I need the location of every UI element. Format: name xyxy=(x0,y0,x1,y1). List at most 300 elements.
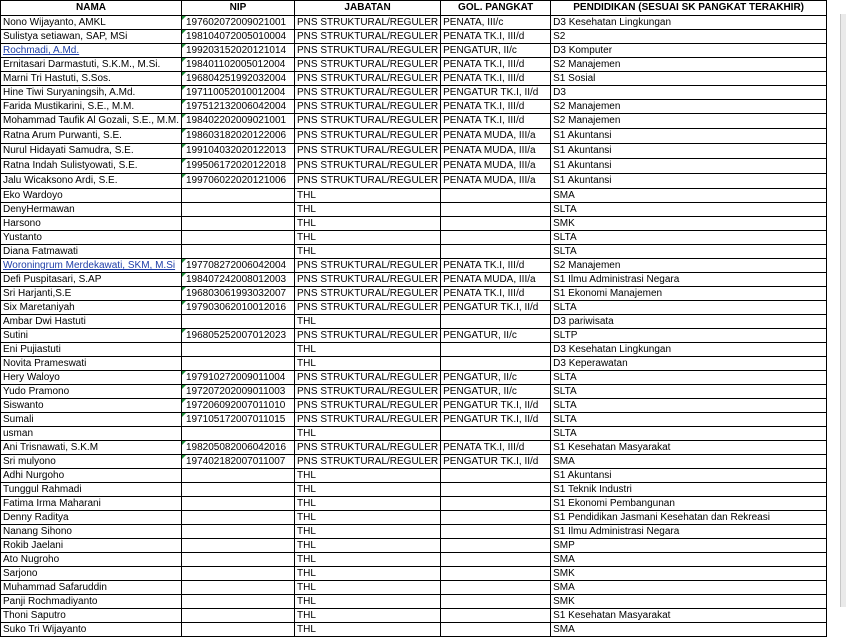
cell-gol[interactable]: PENGATUR TK.I, II/d xyxy=(441,86,551,100)
cell-gol[interactable]: PENGATUR, II/c xyxy=(441,385,551,399)
cell-nama[interactable]: DenyHermawan xyxy=(1,203,182,217)
cell-nama[interactable]: Siswanto xyxy=(1,399,182,413)
cell-jabatan[interactable]: THL xyxy=(295,203,441,217)
cell-jabatan[interactable]: PNS STRUKTURAL/REGULER xyxy=(295,86,441,100)
cell-nip[interactable] xyxy=(182,357,295,371)
cell-pendidikan[interactable]: S2 Manajemen xyxy=(551,114,827,129)
cell-gol[interactable] xyxy=(441,623,551,637)
cell-pendidikan[interactable]: S1 Pendidikan Jasmani Kesehatan dan Rekreasi xyxy=(551,511,827,525)
cell-pendidikan[interactable]: SLTA xyxy=(551,301,827,315)
cell-jabatan[interactable]: PNS STRUKTURAL/REGULER xyxy=(295,30,441,44)
cell-gol[interactable]: PENATA TK.I, III/d xyxy=(441,72,551,86)
cell-gol[interactable]: PENGATUR, II/c xyxy=(441,44,551,58)
cell-nip[interactable] xyxy=(182,371,295,385)
cell-nama[interactable]: Fatima Irma Maharani xyxy=(1,497,182,511)
cell-jabatan[interactable]: THL xyxy=(295,539,441,553)
cell-nip[interactable] xyxy=(182,581,295,595)
cell-nama[interactable]: Muhammad Safaruddin xyxy=(1,581,182,595)
cell-jabatan[interactable]: THL xyxy=(295,427,441,441)
cell-jabatan[interactable]: THL xyxy=(295,595,441,609)
cell-pendidikan[interactable]: S1 Kesehatan Masyarakat xyxy=(551,609,827,623)
cell-nip[interactable] xyxy=(182,86,295,100)
cell-gol[interactable] xyxy=(441,245,551,259)
cell-gol[interactable] xyxy=(441,567,551,581)
table-row xyxy=(1,371,827,385)
cell-pendidikan[interactable]: S1 Ilmu Administrasi Negara xyxy=(551,273,827,287)
cell-nip[interactable] xyxy=(182,469,295,483)
cell-jabatan[interactable]: PNS STRUKTURAL/REGULER xyxy=(295,301,441,315)
cell-nip[interactable] xyxy=(182,231,295,245)
nip-value: 197602072009021001 xyxy=(186,17,287,28)
table-row xyxy=(1,385,827,399)
header-jabatan[interactable]: JABATAN xyxy=(295,1,441,16)
cell-pendidikan[interactable]: D3 xyxy=(551,86,827,100)
table-row xyxy=(1,129,827,144)
error-indicator-icon xyxy=(182,413,186,417)
cell-jabatan[interactable]: PNS STRUKTURAL/REGULER xyxy=(295,144,441,159)
table-row xyxy=(1,231,827,245)
cell-pendidikan[interactable]: S1 Ekonomi Pembangunan xyxy=(551,497,827,511)
cell-jabatan[interactable]: PNS STRUKTURAL/REGULER xyxy=(295,329,441,343)
nip-value: 197910272009011004 xyxy=(186,372,286,383)
cell-nama[interactable]: Marni Tri Hastuti, S.Sos. xyxy=(1,72,182,86)
nip-value: 198104072005010004 xyxy=(186,31,287,42)
error-indicator-icon xyxy=(182,86,186,90)
cell-nip[interactable] xyxy=(182,329,295,343)
cell-nip[interactable] xyxy=(182,100,295,114)
table-row xyxy=(1,623,827,637)
cell-gol[interactable] xyxy=(441,609,551,623)
error-indicator-icon xyxy=(182,371,186,375)
table-row xyxy=(1,86,827,100)
cell-nip[interactable] xyxy=(182,301,295,315)
cell-pendidikan[interactable]: SLTA xyxy=(551,231,827,245)
cell-pendidikan[interactable]: S2 Manajemen xyxy=(551,100,827,114)
cell-nama[interactable]: Woroningrum Merdekawati, SKM, M.Si xyxy=(1,259,182,273)
cell-pendidikan[interactable]: D3 pariwisata xyxy=(551,315,827,329)
cell-jabatan[interactable]: PNS STRUKTURAL/REGULER xyxy=(295,441,441,455)
cell-jabatan[interactable]: PNS STRUKTURAL/REGULER xyxy=(295,100,441,114)
cell-gol[interactable]: PENATA MUDA, III/a xyxy=(441,129,551,144)
cell-pendidikan[interactable]: S1 Akuntansi xyxy=(551,469,827,483)
nip-value: 198402202009021001 xyxy=(186,115,287,126)
table-row xyxy=(1,58,827,72)
nip-value: 198603182020122006 xyxy=(186,130,287,141)
cell-gol[interactable] xyxy=(441,497,551,511)
cell-gol[interactable]: PENATA TK.I, III/d xyxy=(441,30,551,44)
cell-pendidikan[interactable]: SLTA xyxy=(551,245,827,259)
cell-gol[interactable]: PENATA MUDA, III/a xyxy=(441,159,551,174)
cell-nama[interactable]: Farida Mustikarini, S.E., M.M. xyxy=(1,100,182,114)
cell-nama[interactable]: Nurul Hidayati Samudra, S.E. xyxy=(1,144,182,159)
cell-nama[interactable]: Tunggul Rahmadi xyxy=(1,483,182,497)
table-row xyxy=(1,483,827,497)
cell-nama[interactable]: Eni Pujiastuti xyxy=(1,343,182,357)
cell-jabatan[interactable]: PNS STRUKTURAL/REGULER xyxy=(295,399,441,413)
cell-jabatan[interactable]: THL xyxy=(295,217,441,231)
cell-nama[interactable]: Ernitasari Darmastuti, S.K.M., M.Si. xyxy=(1,58,182,72)
cell-nama[interactable]: Denny Raditya xyxy=(1,511,182,525)
cell-jabatan[interactable]: PNS STRUKTURAL/REGULER xyxy=(295,259,441,273)
cell-jabatan[interactable]: PNS STRUKTURAL/REGULER xyxy=(295,114,441,129)
table-row xyxy=(1,567,827,581)
table-row xyxy=(1,595,827,609)
cell-pendidikan[interactable]: S1 Ekonomi Manajemen xyxy=(551,287,827,301)
cell-pendidikan[interactable]: S1 Kesehatan Masyarakat xyxy=(551,441,827,455)
cell-pendidikan[interactable]: SMK xyxy=(551,567,827,581)
cell-nama[interactable]: Sutini xyxy=(1,329,182,343)
table-row xyxy=(1,525,827,539)
table-row xyxy=(1,144,827,159)
error-indicator-icon xyxy=(182,30,186,34)
cell-gol[interactable]: PENATA TK.I, III/d xyxy=(441,114,551,129)
error-indicator-icon xyxy=(182,259,186,263)
cell-nip[interactable] xyxy=(182,539,295,553)
cell-nip[interactable] xyxy=(182,259,295,273)
error-indicator-icon xyxy=(182,144,186,148)
cell-pendidikan[interactable]: SMP xyxy=(551,539,827,553)
cell-gol[interactable]: PENGATUR, II/c xyxy=(441,371,551,385)
cell-nip[interactable] xyxy=(182,567,295,581)
cell-jabatan[interactable]: PNS STRUKTURAL/REGULER xyxy=(295,371,441,385)
cell-nip[interactable] xyxy=(182,595,295,609)
nip-value: 198401102005012004 xyxy=(186,59,286,70)
cell-nip[interactable] xyxy=(182,483,295,497)
error-indicator-icon xyxy=(182,174,186,178)
cell-pendidikan[interactable]: SLTA xyxy=(551,413,827,427)
nip-value: 198407242008012003 xyxy=(186,274,287,285)
cell-jabatan[interactable]: PNS STRUKTURAL/REGULER xyxy=(295,159,441,174)
cell-nip[interactable] xyxy=(182,623,295,637)
cell-gol[interactable]: PENGATUR TK.I, II/d xyxy=(441,301,551,315)
cell-pendidikan[interactable]: D3 Kesehatan Lingkungan xyxy=(551,343,827,357)
cell-pendidikan[interactable]: SLTA xyxy=(551,427,827,441)
cell-pendidikan[interactable]: SMK xyxy=(551,595,827,609)
cell-gol[interactable] xyxy=(441,427,551,441)
cell-pendidikan[interactable]: SMA xyxy=(551,623,827,637)
cell-gol[interactable] xyxy=(441,343,551,357)
cell-nama[interactable]: Mohammad Taufik Al Gozali, S.E., M.M. xyxy=(1,114,182,129)
cell-nip[interactable] xyxy=(182,273,295,287)
nip-value: 197903062010012016 xyxy=(186,302,287,313)
cell-pendidikan[interactable]: D3 Keperawatan xyxy=(551,357,827,371)
nip-value: 196804251992032004 xyxy=(186,73,287,84)
error-indicator-icon xyxy=(182,159,186,163)
table-row xyxy=(1,245,827,259)
cell-pendidikan[interactable]: S2 Manajemen xyxy=(551,58,827,72)
cell-nip[interactable] xyxy=(182,525,295,539)
cell-nip[interactable] xyxy=(182,174,295,189)
error-indicator-icon xyxy=(182,58,186,62)
table-row xyxy=(1,30,827,44)
cell-nip[interactable] xyxy=(182,30,295,44)
table-row xyxy=(1,469,827,483)
cell-nip[interactable] xyxy=(182,217,295,231)
table-row xyxy=(1,357,827,371)
table-row xyxy=(1,259,827,273)
table-row xyxy=(1,427,827,441)
cell-nip[interactable] xyxy=(182,553,295,567)
cell-jabatan[interactable]: THL xyxy=(295,511,441,525)
cell-jabatan[interactable]: PNS STRUKTURAL/REGULER xyxy=(295,174,441,189)
cell-pendidikan[interactable]: S1 Ilmu Administrasi Negara xyxy=(551,525,827,539)
cell-pendidikan[interactable]: S1 Sosial xyxy=(551,72,827,86)
nip-value: 197110052010012004 xyxy=(186,87,286,98)
cell-nip[interactable] xyxy=(182,287,295,301)
cell-nama[interactable]: Eko Wardoyo xyxy=(1,189,182,203)
cell-nama[interactable]: Hery Waloyo xyxy=(1,371,182,385)
cell-pendidikan[interactable]: SMA xyxy=(551,189,827,203)
nip-value: 197512132006042004 xyxy=(186,101,287,112)
error-indicator-icon xyxy=(182,44,186,48)
cell-pendidikan[interactable]: SMA xyxy=(551,581,827,595)
cell-pendidikan[interactable]: SLTA xyxy=(551,371,827,385)
error-indicator-icon xyxy=(182,329,186,333)
table-row xyxy=(1,301,827,315)
cell-nama[interactable]: Ato Nugroho xyxy=(1,553,182,567)
cell-gol[interactable] xyxy=(441,189,551,203)
cell-nip[interactable] xyxy=(182,58,295,72)
header-row xyxy=(1,1,827,16)
cell-nama[interactable]: Rochmadi, A.Md. xyxy=(1,44,182,58)
cell-nip[interactable] xyxy=(182,159,295,174)
cell-jabatan[interactable]: THL xyxy=(295,581,441,595)
cell-nip[interactable] xyxy=(182,144,295,159)
cell-jabatan[interactable]: THL xyxy=(295,245,441,259)
error-indicator-icon xyxy=(182,16,186,20)
cell-nama[interactable]: Novita Prameswati xyxy=(1,357,182,371)
cell-gol[interactable]: PENATA TK.I, III/d xyxy=(441,259,551,273)
table-row xyxy=(1,609,827,623)
cell-pendidikan[interactable]: D3 Komputer xyxy=(551,44,827,58)
cell-nama[interactable]: Hine Tiwi Suryaningsih, A.Md. xyxy=(1,86,182,100)
table-row xyxy=(1,217,827,231)
cell-nip[interactable] xyxy=(182,497,295,511)
cell-nama[interactable]: usman xyxy=(1,427,182,441)
cell-nama[interactable]: Suko Tri Wijayanto xyxy=(1,623,182,637)
nip-value: 197708272006042004 xyxy=(186,260,287,271)
cell-jabatan[interactable]: THL xyxy=(295,567,441,581)
cell-gol[interactable] xyxy=(441,539,551,553)
cell-gol[interactable] xyxy=(441,203,551,217)
cell-pendidikan[interactable]: SLTA xyxy=(551,399,827,413)
header-gol-pangkat[interactable]: GOL. PANGKAT xyxy=(441,1,551,16)
cell-nama[interactable]: Sri Harjanti,S.E xyxy=(1,287,182,301)
cell-pendidikan[interactable]: S1 Teknik Industri xyxy=(551,483,827,497)
cell-nama[interactable]: Panji Rochmadiyanto xyxy=(1,595,182,609)
cell-gol[interactable]: PENATA, III/c xyxy=(441,16,551,30)
nip-value: 196803061993032007 xyxy=(186,288,287,299)
cell-nip[interactable] xyxy=(182,114,295,129)
cell-pendidikan[interactable]: S2 xyxy=(551,30,827,44)
cell-nama[interactable]: Diana Fatmawati xyxy=(1,245,182,259)
cell-pendidikan[interactable]: S1 Akuntansi xyxy=(551,144,827,159)
cell-nama[interactable]: Jalu Wicaksono Ardi, S.E. xyxy=(1,174,182,189)
cell-jabatan[interactable]: THL xyxy=(295,553,441,567)
cell-nama[interactable]: Sarjono xyxy=(1,567,182,581)
cell-jabatan[interactable]: PNS STRUKTURAL/REGULER xyxy=(295,413,441,427)
cell-jabatan[interactable]: THL xyxy=(295,189,441,203)
cell-gol[interactable] xyxy=(441,217,551,231)
cell-gol[interactable] xyxy=(441,511,551,525)
cell-nama[interactable]: Ratna Arum Purwanti, S.E. xyxy=(1,129,182,144)
cell-pendidikan[interactable]: SLTA xyxy=(551,385,827,399)
table-row xyxy=(1,455,827,469)
cell-pendidikan[interactable]: S1 Akuntansi xyxy=(551,129,827,144)
cell-jabatan[interactable]: PNS STRUKTURAL/REGULER xyxy=(295,58,441,72)
cell-nama[interactable]: Sumali xyxy=(1,413,182,427)
cell-gol[interactable] xyxy=(441,357,551,371)
cell-nip[interactable] xyxy=(182,343,295,357)
error-indicator-icon xyxy=(182,129,186,133)
cell-jabatan[interactable]: THL xyxy=(295,623,441,637)
nip-value: 199203152020121014 xyxy=(186,45,287,56)
cell-nama[interactable]: Harsono xyxy=(1,217,182,231)
cell-nama[interactable]: Sulistya setiawan, SAP, MSi xyxy=(1,30,182,44)
cell-gol[interactable]: PENGATUR TK.I, II/d xyxy=(441,399,551,413)
table-row xyxy=(1,159,827,174)
cell-jabatan[interactable]: THL xyxy=(295,483,441,497)
nip-value: 197206092007011010 xyxy=(186,400,286,411)
cell-nip[interactable] xyxy=(182,203,295,217)
cell-jabatan[interactable]: THL xyxy=(295,497,441,511)
error-indicator-icon xyxy=(182,100,186,104)
cell-jabatan[interactable]: PNS STRUKTURAL/REGULER xyxy=(295,16,441,30)
error-indicator-icon xyxy=(182,114,186,118)
error-indicator-icon xyxy=(182,455,186,459)
cell-nama[interactable]: Thoni Saputro xyxy=(1,609,182,623)
cell-pendidikan[interactable]: SLTP xyxy=(551,329,827,343)
cell-nama[interactable]: Yudo Pramono xyxy=(1,385,182,399)
header-nip[interactable]: NIP xyxy=(182,1,295,16)
cell-gol[interactable] xyxy=(441,525,551,539)
cell-pendidikan[interactable]: S2 Manajemen xyxy=(551,259,827,273)
nip-value: 197402182007011007 xyxy=(186,456,286,467)
vertical-scrollbar[interactable] xyxy=(840,14,846,607)
cell-nip[interactable] xyxy=(182,44,295,58)
cell-gol[interactable] xyxy=(441,595,551,609)
cell-nip[interactable] xyxy=(182,455,295,469)
cell-pendidikan[interactable]: SMA xyxy=(551,455,827,469)
cell-pendidikan[interactable]: D3 Kesehatan Lingkungan xyxy=(551,16,827,30)
cell-gol[interactable] xyxy=(441,231,551,245)
cell-nip[interactable] xyxy=(182,385,295,399)
header-nama[interactable]: NAMA xyxy=(1,1,182,16)
table-row xyxy=(1,72,827,86)
cell-nama[interactable]: Ani Trisnawati, S.K.M xyxy=(1,441,182,455)
table-row xyxy=(1,189,827,203)
cell-gol[interactable] xyxy=(441,315,551,329)
cell-jabatan[interactable]: PNS STRUKTURAL/REGULER xyxy=(295,72,441,86)
cell-nip[interactable] xyxy=(182,129,295,144)
cell-gol[interactable]: PENATA TK.I, III/d xyxy=(441,287,551,301)
cell-gol[interactable]: PENATA MUDA, III/a xyxy=(441,144,551,159)
table-row xyxy=(1,343,827,357)
cell-gol[interactable]: PENGATUR TK.I, II/d xyxy=(441,413,551,427)
cell-gol[interactable]: PENATA TK.I, III/d xyxy=(441,58,551,72)
error-indicator-icon xyxy=(182,441,186,445)
cell-gol[interactable]: PENATA TK.I, III/d xyxy=(441,441,551,455)
cell-gol[interactable] xyxy=(441,483,551,497)
cell-pendidikan[interactable]: S1 Akuntansi xyxy=(551,174,827,189)
cell-nama[interactable]: Yustanto xyxy=(1,231,182,245)
cell-gol[interactable]: PENGATUR, II/c xyxy=(441,329,551,343)
cell-nama[interactable]: Sri mulyono xyxy=(1,455,182,469)
cell-gol[interactable]: PENGATUR TK.I, II/d xyxy=(441,455,551,469)
table-row xyxy=(1,497,827,511)
cell-nama[interactable]: Defi Puspitasari, S.AP xyxy=(1,273,182,287)
table-body xyxy=(1,16,827,637)
cell-nip[interactable] xyxy=(182,413,295,427)
cell-gol[interactable] xyxy=(441,469,551,483)
cell-nip[interactable] xyxy=(182,245,295,259)
cell-pendidikan[interactable]: SMA xyxy=(551,553,827,567)
cell-nama[interactable]: Adhi Nurgoho xyxy=(1,469,182,483)
cell-pendidikan[interactable]: SLTA xyxy=(551,203,827,217)
nip-value: 199104032020122013 xyxy=(186,145,287,156)
error-indicator-icon xyxy=(182,273,186,277)
table-row xyxy=(1,100,827,114)
cell-nama[interactable]: Nanang Sihono xyxy=(1,525,182,539)
cell-jabatan[interactable]: THL xyxy=(295,315,441,329)
cell-nip[interactable] xyxy=(182,16,295,30)
cell-jabatan[interactable]: PNS STRUKTURAL/REGULER xyxy=(295,129,441,144)
table-row xyxy=(1,315,827,329)
cell-jabatan[interactable]: PNS STRUKTURAL/REGULER xyxy=(295,455,441,469)
error-indicator-icon xyxy=(182,385,186,389)
cell-jabatan[interactable]: THL xyxy=(295,357,441,371)
cell-jabatan[interactable]: PNS STRUKTURAL/REGULER xyxy=(295,273,441,287)
cell-nip[interactable] xyxy=(182,609,295,623)
cell-nip[interactable] xyxy=(182,315,295,329)
cell-gol[interactable] xyxy=(441,553,551,567)
cell-gol[interactable]: PENATA TK.I, III/d xyxy=(441,100,551,114)
cell-nama[interactable]: Six Maretaniyah xyxy=(1,301,182,315)
cell-jabatan[interactable]: THL xyxy=(295,525,441,539)
cell-jabatan[interactable]: THL xyxy=(295,469,441,483)
cell-pendidikan[interactable]: SMK xyxy=(551,217,827,231)
cell-nip[interactable] xyxy=(182,441,295,455)
cell-nama[interactable]: Ratna Indah Sulistyowati, S.E. xyxy=(1,159,182,174)
cell-gol[interactable]: PENATA MUDA, III/a xyxy=(441,174,551,189)
error-indicator-icon xyxy=(182,287,186,291)
cell-jabatan[interactable]: THL xyxy=(295,609,441,623)
table-row xyxy=(1,16,827,30)
nip-value: 199706022020121006 xyxy=(186,175,287,186)
cell-gol[interactable]: PENATA MUDA, III/a xyxy=(441,273,551,287)
table-row xyxy=(1,287,827,301)
table-row xyxy=(1,203,827,217)
cell-nip[interactable] xyxy=(182,72,295,86)
cell-nama[interactable]: Rokib Jaelani xyxy=(1,539,182,553)
nip-value: 197207202009011003 xyxy=(186,386,286,397)
cell-jabatan[interactable]: THL xyxy=(295,343,441,357)
cell-pendidikan[interactable]: S1 Akuntansi xyxy=(551,159,827,174)
cell-nip[interactable] xyxy=(182,189,295,203)
cell-jabatan[interactable]: PNS STRUKTURAL/REGULER xyxy=(295,44,441,58)
cell-nip[interactable] xyxy=(182,427,295,441)
cell-jabatan[interactable]: PNS STRUKTURAL/REGULER xyxy=(295,385,441,399)
cell-jabatan[interactable]: THL xyxy=(295,231,441,245)
cell-gol[interactable] xyxy=(441,581,551,595)
cell-nama[interactable]: Ambar Dwi Hastuti xyxy=(1,315,182,329)
cell-jabatan[interactable]: PNS STRUKTURAL/REGULER xyxy=(295,287,441,301)
cell-nip[interactable] xyxy=(182,399,295,413)
table-row xyxy=(1,273,827,287)
cell-nip[interactable] xyxy=(182,511,295,525)
cell-nama[interactable]: Nono Wijayanto, AMKL xyxy=(1,16,182,30)
header-pendidikan[interactable]: PENDIDIKAN (SESUAI SK PANGKAT TERAKHIR) xyxy=(551,1,827,16)
